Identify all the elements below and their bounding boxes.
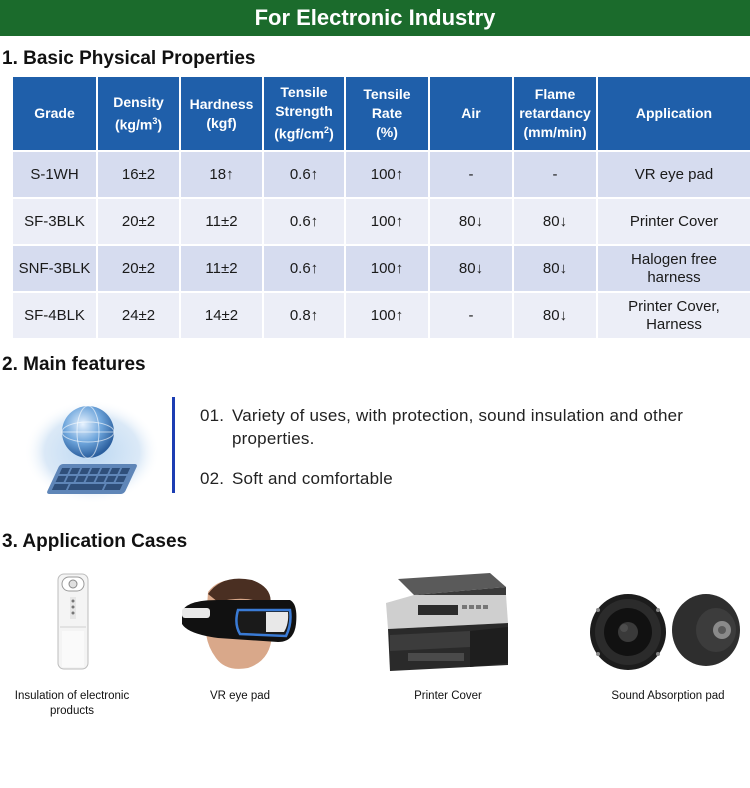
speaker-icon [588, 590, 744, 674]
cell-tensile-strength: 0.6↑ [263, 151, 345, 198]
table-row [13, 151, 750, 198]
section-heading-properties: 1. Basic Physical Properties [2, 48, 256, 69]
cell-tensile-rate: 100↑ [345, 198, 429, 245]
cell-tensile-strength: 0.6↑ [263, 198, 345, 245]
case-caption: Printer Cover [414, 690, 482, 702]
air-purifier-icon [56, 573, 90, 671]
case-caption: VR eye pad [209, 690, 271, 702]
features-divider [172, 397, 175, 493]
cell-tensile-rate: 100↑ [345, 245, 429, 292]
header-flame-retardancy: Flame retardancy (mm/min) [513, 77, 597, 151]
table-row [13, 292, 750, 338]
feature-item: 01. Variety of uses, with protection, sound insulation and other [200, 406, 684, 425]
cell-grade: SF-3BLK [13, 198, 97, 245]
header-hardness: Hardness (kgf) [180, 77, 263, 151]
cell-air: - [429, 292, 513, 338]
cell-tensile-strength: 0.6↑ [263, 245, 345, 292]
cell-application: Halogen free harness [597, 245, 750, 292]
cell-hardness: 11±2 [180, 198, 263, 245]
table-header-row [13, 77, 750, 151]
globe-keyboard-icon [22, 398, 162, 506]
cell-air: - [429, 151, 513, 198]
header-density: Density $(kg/m^3)$ [97, 77, 180, 151]
cell-density: 16±2 [97, 151, 180, 198]
header-application: Application [597, 77, 750, 151]
cell-density: 20±2 [97, 198, 180, 245]
cell-flame: - [513, 151, 597, 198]
properties-table [13, 77, 750, 338]
cell-density: 20±2 [97, 245, 180, 292]
cell-tensile-rate: 100↑ [345, 292, 429, 338]
page-banner: For Electronic Industry [0, 0, 750, 36]
cell-flame: 80↓ [513, 198, 597, 245]
table-row [13, 245, 750, 292]
cell-hardness: 11±2 [180, 245, 263, 292]
cell-flame: 80↓ [513, 292, 597, 338]
cell-air: 80↓ [429, 245, 513, 292]
cell-application: VR eye pad [597, 151, 750, 198]
printer-icon [378, 565, 518, 675]
cell-application: Printer Cover [597, 198, 750, 245]
cell-hardness: 18↑ [180, 151, 263, 198]
cell-tensile-rate: 100↑ [345, 151, 429, 198]
cell-tensile-strength: 0.8↑ [263, 292, 345, 338]
feature-item: 02. Soft and comfortable [200, 469, 393, 488]
cell-grade: SNF-3BLK [13, 245, 97, 292]
case-caption: Insulation of electronic products [14, 690, 130, 717]
header-tensile-strength: Tensile Strength $(kgf/cm^2)$ [263, 77, 345, 151]
section-heading-cases: 3. Application Cases [2, 531, 188, 552]
header-grade: Grade [13, 77, 97, 151]
cell-grade: SF-4BLK [13, 292, 97, 338]
cell-flame: 80↓ [513, 245, 597, 292]
table-row [13, 198, 750, 245]
cell-density: 24±2 [97, 292, 180, 338]
cell-grade: S-1WH [13, 151, 97, 198]
cell-air: 80↓ [429, 198, 513, 245]
cell-application: Printer Cover, Harness [597, 292, 750, 338]
feature-item-continued: properties. [232, 429, 315, 448]
header-tensile-rate: Tensile Rate (%) [345, 77, 429, 151]
section-heading-features: 2. Main features [2, 354, 146, 375]
cell-hardness: 14±2 [180, 292, 263, 338]
vr-headset-icon [178, 572, 302, 672]
case-caption: Sound Absorption pad [611, 690, 725, 702]
header-air: Air [429, 77, 513, 151]
